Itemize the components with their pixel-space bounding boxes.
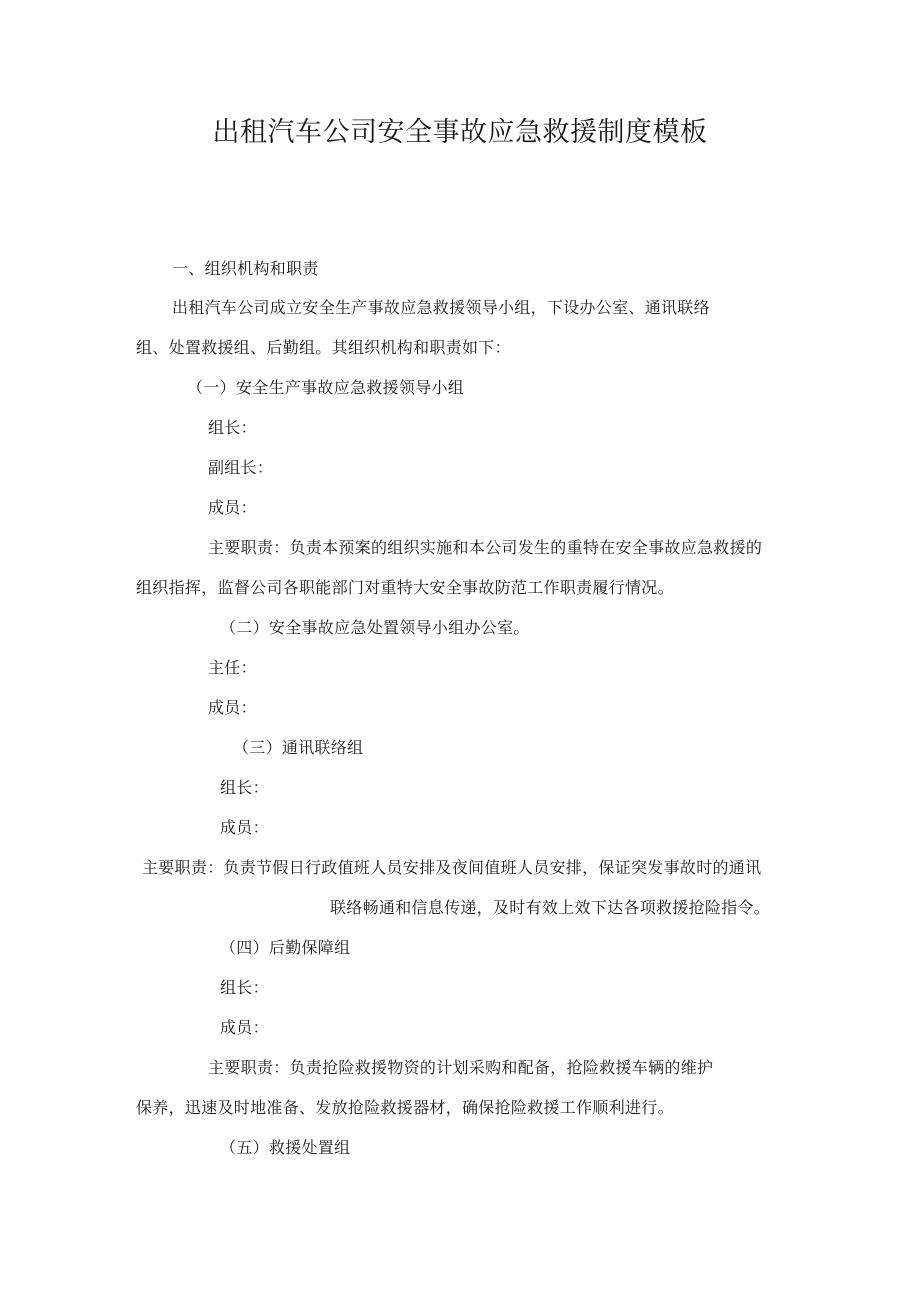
group4-heading: （四）后勤保障组 xyxy=(220,938,351,957)
group3-leader-field: 组长： xyxy=(220,778,269,797)
group4-duty-line-1: 主要职责：负责抢险救援物资的计划采购和配备，抢险救援车辆的维护 xyxy=(208,1058,714,1077)
intro-paragraph-line-1: 出租汽车公司成立安全生产事故应急救援领导小组，下设办公室、通讯联络 xyxy=(172,298,710,317)
group4-members-field: 成员： xyxy=(220,1018,269,1037)
group2-heading: （二）安全事故应急处置领导小组办公室。 xyxy=(220,618,530,637)
group5-heading: （五）救援处置组 xyxy=(220,1138,351,1157)
group1-duty-line-2: 组织指挥，监督公司各职能部门对重特大安全事故防范工作职责履行情况。 xyxy=(136,578,674,597)
group2-director-field: 主任： xyxy=(208,658,257,677)
group4-leader-field: 组长： xyxy=(220,978,269,997)
group1-deputy-field: 副组长： xyxy=(208,458,274,477)
group3-duty-line-1: 主要职责：负责节假日行政值班人员安排及夜间值班人员安排，保证突发事故时的通讯 xyxy=(142,858,762,877)
group2-members-field: 成员： xyxy=(208,698,257,717)
document-title: 出租汽车公司安全事故应急救援制度模板 xyxy=(212,117,708,148)
section-heading-organization: 一、组织机构和职责 xyxy=(172,259,319,278)
group3-members-field: 成员： xyxy=(220,818,269,837)
group1-leader-field: 组长： xyxy=(208,418,257,437)
group1-duty-line-1: 主要职责：负责本预案的组织实施和本公司发生的重特在安全事故应急救援的 xyxy=(208,538,763,557)
group3-heading: （三）通讯联络组 xyxy=(233,738,364,757)
group3-duty-line-2: 联络畅通和信息传递，及时有效上效下达各项救援抢险指令。 xyxy=(330,898,771,917)
group1-heading: （一）安全生产事故应急救援领导小组 xyxy=(187,378,465,397)
group1-members-field: 成员： xyxy=(208,498,257,517)
group4-duty-line-2: 保养，迅速及时地准备、发放抢险救援器材，确保抢险救援工作顺利进行。 xyxy=(136,1098,674,1117)
intro-paragraph-line-2: 组、处置救援组、后勤组。其组织机构和职责如下： xyxy=(136,338,511,357)
